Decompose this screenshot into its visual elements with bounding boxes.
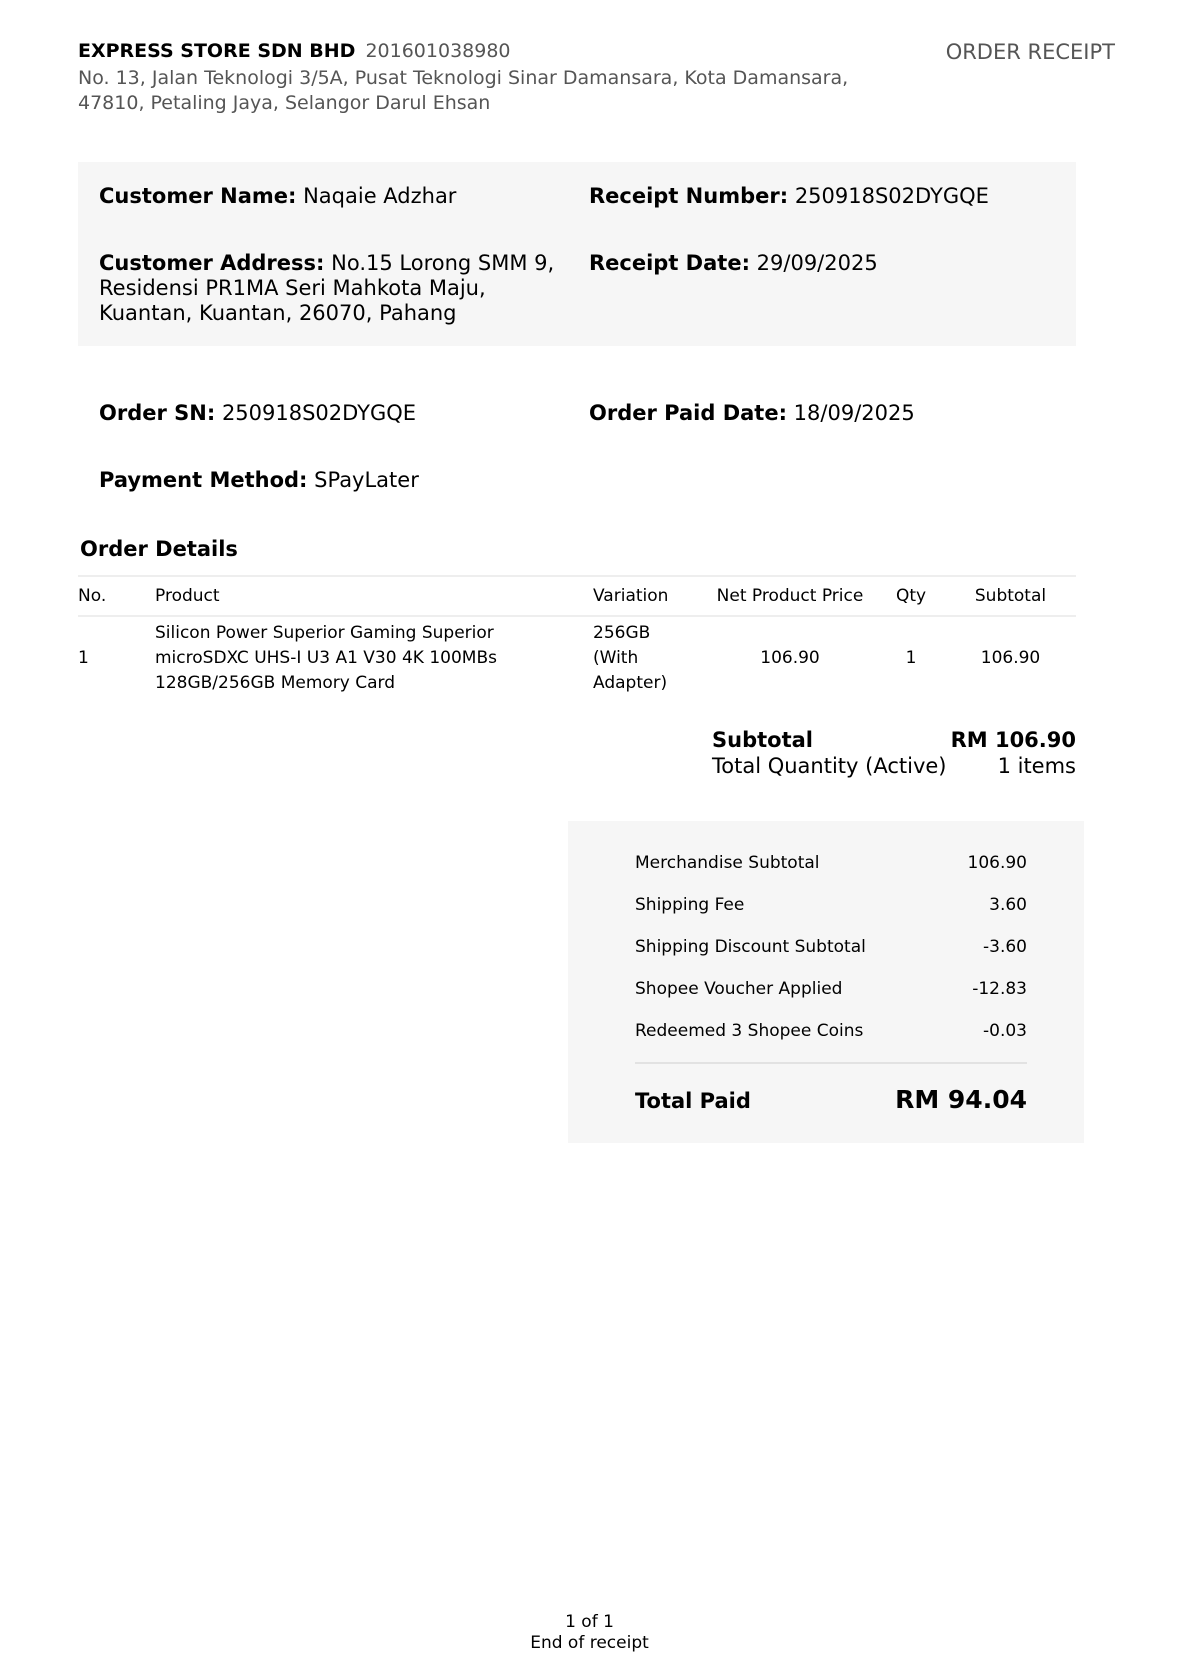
payment-summary-box <box>568 821 1084 1143</box>
order-sn-value: 250918S02DYGQE <box>221 401 417 425</box>
row-variation: 256GB (With Adapter) <box>593 623 668 693</box>
receipt-number-field <box>589 184 1069 209</box>
total-paid-label: Total Paid <box>635 1089 751 1113</box>
payment-method-field <box>99 468 419 493</box>
row-subtotal: 106.90 <box>980 648 1041 668</box>
customer-address-value: No.15 Lorong SMM 9, Residensi PR1MA Seri Mahkota Maju, Kuantan, Kuantan, 26070, Pahang <box>99 251 555 325</box>
payment-method-label: Payment Method: <box>99 468 308 492</box>
row-product: Silicon Power Superior Gaming Superior microSDXC UHS-I U3 A1 V30 4K 100MBs 128GB/256GB Memory Card <box>155 623 497 693</box>
customer-name-value: Naqaie Adzhar <box>303 184 457 208</box>
order-paid-date-label: Order Paid Date: <box>589 401 787 425</box>
header-product: Product <box>155 576 593 616</box>
summary-row-voucher <box>635 979 1027 999</box>
receipt-date-field <box>589 251 1069 276</box>
header-variation: Variation <box>593 576 703 616</box>
header-qty: Qty <box>877 576 945 616</box>
row-qty: 1 <box>905 648 917 668</box>
summary-value: -0.03 <box>983 1021 1027 1041</box>
table-row <box>78 616 1076 700</box>
order-paid-date-field <box>589 401 915 426</box>
customer-name-label: Customer Name: <box>99 184 297 208</box>
total-paid-value: RM 94.04 <box>895 1085 1027 1114</box>
summary-label: Shopee Voucher Applied <box>635 979 843 999</box>
payment-method-value: SPayLater <box>314 468 419 492</box>
page-number: 1 of 1 <box>565 1612 614 1632</box>
order-details-title: Order Details <box>80 537 238 561</box>
summary-row-shipping-discount <box>635 937 1027 957</box>
summary-divider <box>635 1062 1027 1064</box>
seller-address-line1: No. 13, Jalan Teknologi 3/5A, Pusat Teknologi Sinar Damansara, Kota Damansara, <box>78 67 849 89</box>
total-quantity-value: 1 items <box>997 754 1076 778</box>
summary-row-shipping-fee <box>635 895 1027 915</box>
summary-label: Redeemed 3 Shopee Coins <box>635 1021 864 1041</box>
seller-header <box>78 40 511 62</box>
summary-value: -3.60 <box>983 937 1027 957</box>
summary-row-coins <box>635 1021 1027 1041</box>
summary-row-merchandise <box>635 853 1027 873</box>
summary-label: Shipping Fee <box>635 895 745 915</box>
order-paid-date-value: 18/09/2025 <box>793 401 915 425</box>
header-no: No. <box>78 576 155 616</box>
customer-info-box <box>78 162 1076 346</box>
receipt-number-value: 250918S02DYGQE <box>794 184 989 208</box>
receipt-date-value: 29/09/2025 <box>756 251 878 275</box>
customer-address-field <box>99 251 569 326</box>
total-quantity-label: Total Quantity (Active) <box>712 754 947 778</box>
row-no: 1 <box>78 648 89 668</box>
subtotal-value: RM 106.90 <box>950 728 1076 752</box>
summary-label: Shipping Discount Subtotal <box>635 937 866 957</box>
summary-label: Merchandise Subtotal <box>635 853 820 873</box>
document-title: ORDER RECEIPT <box>945 40 1115 64</box>
seller-address-line2: 47810, Petaling Jaya, Selangor Darul Ehsan <box>78 92 491 114</box>
customer-name-field <box>99 184 569 209</box>
summary-value: 106.90 <box>967 853 1027 873</box>
total-paid-row <box>635 1085 1027 1114</box>
seller-name: EXPRESS STORE SDN BHD <box>78 40 356 62</box>
end-of-receipt: End of receipt <box>530 1633 649 1653</box>
order-items-table <box>78 575 1076 700</box>
subtotal-label: Subtotal <box>712 728 813 752</box>
summary-value: 3.60 <box>989 895 1027 915</box>
header-net-price: Net Product Price <box>703 576 877 616</box>
table-header-row <box>78 576 1076 616</box>
seller-reg-no: 201601038980 <box>365 40 511 62</box>
receipt-date-label: Receipt Date: <box>589 251 750 275</box>
row-price: 106.90 <box>760 648 820 668</box>
receipt-number-label: Receipt Number: <box>589 184 789 208</box>
seller-address <box>78 66 878 116</box>
order-sn-label: Order SN: <box>99 401 216 425</box>
summary-value: -12.83 <box>972 979 1027 999</box>
order-sn-field <box>99 401 416 426</box>
customer-address-label: Customer Address: <box>99 251 325 275</box>
header-subtotal: Subtotal <box>945 576 1076 616</box>
